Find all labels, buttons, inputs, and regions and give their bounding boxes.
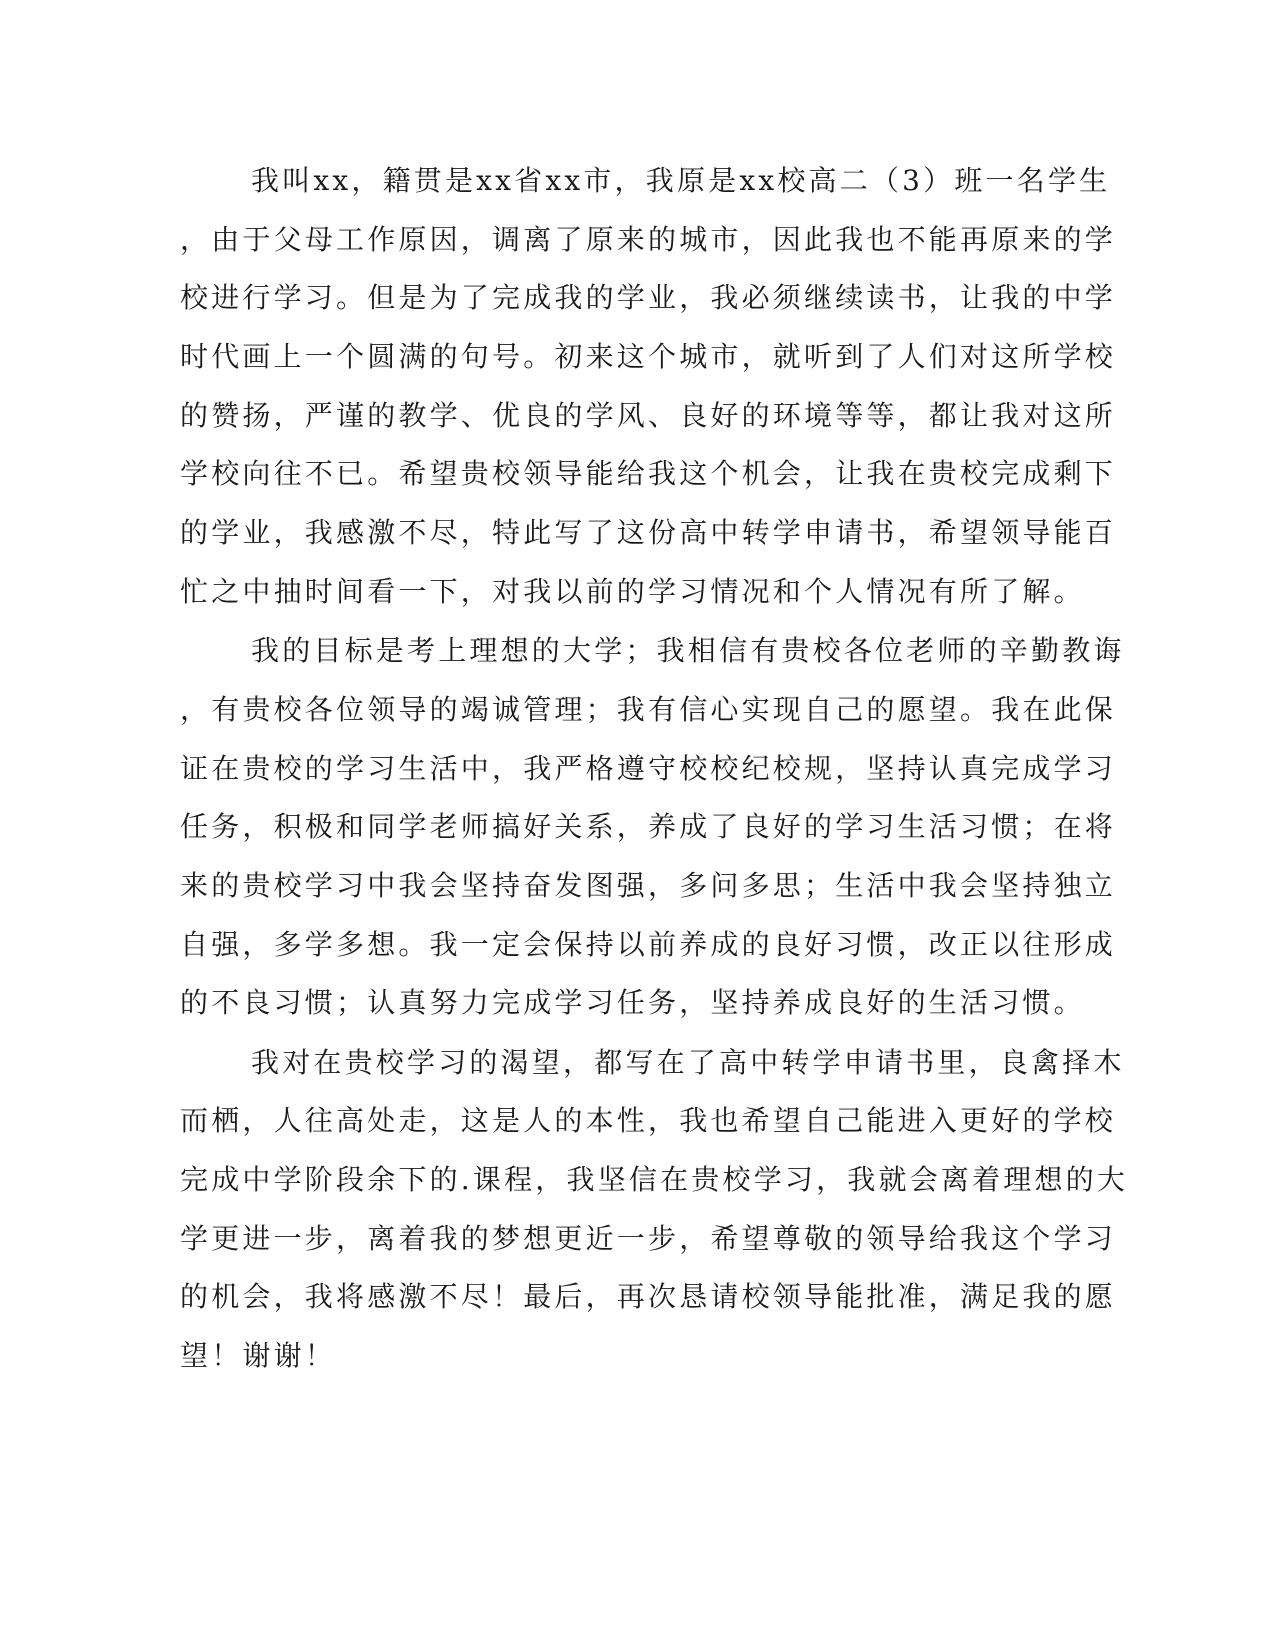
- paragraph-3-line-6: 望！谢谢！: [180, 1339, 337, 1372]
- paragraph-1-line-6: 学校向往不已。希望贵校领导能给我这个机会，让我在贵校完成剩下: [180, 457, 1117, 490]
- paragraph-1-line-1: 我叫xx，籍贯是xx省xx市，我原是xx校高二（3）班一名学生: [251, 164, 1111, 197]
- paragraph-1-line-7: 的学业，我感激不尽，特此写了这份高中转学申请书，希望领导能百: [180, 516, 1117, 549]
- paragraph-1-line-2: ，由于父母工作原因，调离了原来的城市，因此我也不能再原来的学: [180, 223, 1117, 256]
- paragraph-3-line-5: 的机会，我将感激不尽！最后，再次恳请校领导能批准，满足我的愿: [180, 1280, 1117, 1313]
- paragraph-1-line-4: 时代画上一个圆满的句号。初来这个城市，就听到了人们对这所学校: [180, 340, 1117, 373]
- paragraph-1-line-8: 忙之中抽时间看一下，对我以前的学习情况和个人情况有所了解。: [180, 575, 1085, 608]
- paragraph-2-line-5: 来的贵校学习中我会坚持奋发图强，多问多思；生活中我会坚持独立: [180, 869, 1117, 902]
- paragraph-2-line-7: 的不良习惯；认真努力完成学习任务，坚持养成良好的生活习惯。: [180, 986, 1085, 1019]
- paragraph-2-line-1: 我的目标是考上理想的大学；我相信有贵校各位老师的辛勤教诲: [251, 634, 1125, 667]
- paragraph-3-line-4: 学更进一步，离着我的梦想更近一步，希望尊敬的领导给我这个学习: [180, 1222, 1117, 1255]
- paragraph-3-line-2: 而栖，人往高处走，这是人的本性，我也希望自己能进入更好的学校: [180, 1104, 1117, 1137]
- paragraph-3-line-3: 完成中学阶段余下的.课程，我坚信在贵校学习，我就会离着理想的大: [180, 1163, 1129, 1196]
- paragraph-1-line-5: 的赞扬，严谨的教学、优良的学风、良好的环境等等，都让我对这所: [180, 399, 1117, 432]
- paragraph-2-line-6: 自强，多学多想。我一定会保持以前养成的良好习惯，改正以往形成: [180, 928, 1117, 961]
- paragraph-2-line-2: ，有贵校各位领导的竭诚管理；我有信心实现自己的愿望。我在此保: [180, 693, 1117, 726]
- paragraph-1-line-3: 校进行学习。但是为了完成我的学业，我必须继续读书，让我的中学: [180, 281, 1117, 314]
- paragraph-3-line-1: 我对在贵校学习的渴望，都写在了高中转学申请书里，良禽择木: [251, 1046, 1125, 1079]
- paragraph-2-line-3: 证在贵校的学习生活中，我严格遵守校校纪校规，坚持认真完成学习: [180, 752, 1117, 785]
- paragraph-2-line-4: 任务，积极和同学老师搞好关系，养成了良好的学习生活习惯；在将: [180, 810, 1117, 843]
